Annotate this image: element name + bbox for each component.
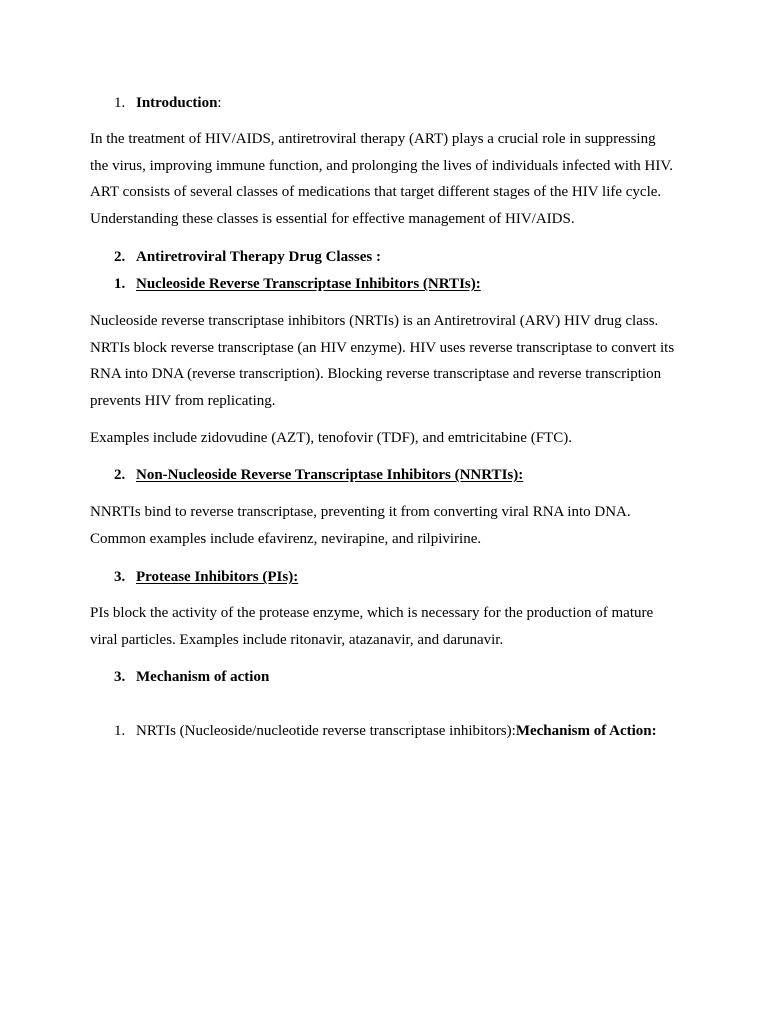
intro-suffix: : bbox=[217, 95, 222, 111]
paragraph-line: In the treatment of HIV/AIDS, antiretroviral therapy (ART) plays a crucial role in suppressing bbox=[90, 131, 656, 147]
paragraph-line: the virus, improving immune function, and prolonging the lives of individuals infected with HIV. bbox=[90, 157, 673, 174]
paragraph-line: NNRTIs bind to reverse transcriptase, preventing it from converting viral RNA into DNA. bbox=[90, 504, 631, 520]
paragraph-line: Common examples include efavirenz, nevirapine, and rilpivirine. bbox=[90, 530, 482, 547]
paragraph-line: Nucleoside reverse transcriptase inhibitors (NRTIs) is an Antiretroviral (ARV) HIV drug class. bbox=[90, 313, 659, 329]
mechanism-item bbox=[136, 722, 657, 740]
drug-classes-number-text: 2. bbox=[114, 249, 126, 265]
pi-heading bbox=[136, 568, 298, 586]
nrti-number-text: 1. bbox=[114, 276, 126, 292]
paragraph-line: Understanding these classes is essential for effective management of HIV/AIDS. bbox=[90, 211, 575, 228]
nnrti-number bbox=[114, 466, 125, 484]
paragraph-line: ART consists of several classes of medications that target different stages of the HIV life cycle. bbox=[90, 184, 662, 201]
drug-classes-number bbox=[114, 248, 125, 266]
pi-number bbox=[114, 568, 125, 586]
mechanism-title: Mechanism of action bbox=[136, 669, 270, 685]
nnrti-paragraph bbox=[90, 499, 690, 552]
nrti-heading bbox=[136, 275, 481, 293]
paragraph-line: Examples include zidovudine (AZT), tenofovir (TDF), and emtricitabine (FTC). bbox=[90, 430, 572, 446]
intro-number: 1. bbox=[114, 95, 126, 111]
pi-number-text: 3. bbox=[114, 569, 126, 585]
mechanism-heading bbox=[136, 668, 269, 686]
nrti-title: Nucleoside Reverse Transcriptase Inhibitors (NRTIs): bbox=[136, 276, 481, 292]
paragraph-line: PIs block the activity of the protease enzyme, which is necessary for the production of mature bbox=[90, 605, 654, 621]
paragraph-line: viral particles. Examples include ritonavir, atazanavir, and darunavir. bbox=[90, 631, 504, 648]
paragraph-line: NRTIs block reverse transcriptase (an HIV enzyme). HIV uses reverse transcriptase to convert its bbox=[90, 339, 675, 356]
paragraph-line: prevents HIV from replicating. bbox=[90, 393, 276, 410]
mechanism-item-text: NRTIs (Nucleoside/nucleotide reverse transcriptase inhibitors): bbox=[136, 723, 516, 739]
pi-paragraph bbox=[90, 600, 690, 653]
intro-heading bbox=[136, 94, 222, 112]
mechanism-number-text: 3. bbox=[114, 669, 126, 685]
nrti-examples bbox=[90, 425, 690, 452]
mechanism-item-number: 1. bbox=[114, 723, 126, 739]
mechanism-item-bold: Mechanism of Action: bbox=[515, 723, 657, 739]
nrti-number bbox=[114, 275, 125, 293]
nnrti-heading bbox=[136, 466, 523, 484]
nnrti-title: Non-Nucleoside Reverse Transcriptase Inhibitors (NNRTIs): bbox=[136, 467, 524, 483]
nrti-paragraph bbox=[90, 308, 690, 415]
drug-classes-title: Antiretroviral Therapy Drug Classes : bbox=[136, 249, 381, 265]
intro-title: Introduction bbox=[136, 95, 218, 111]
nnrti-number-text: 2. bbox=[114, 467, 126, 483]
paragraph-line: RNA into DNA (reverse transcription). Blocking reverse transcriptase and reverse transcription bbox=[90, 366, 662, 383]
pi-title: Protease Inhibitors (PIs): bbox=[136, 569, 299, 585]
drug-classes-heading bbox=[136, 248, 381, 266]
intro-paragraph bbox=[90, 126, 690, 233]
mechanism-number bbox=[114, 668, 125, 686]
